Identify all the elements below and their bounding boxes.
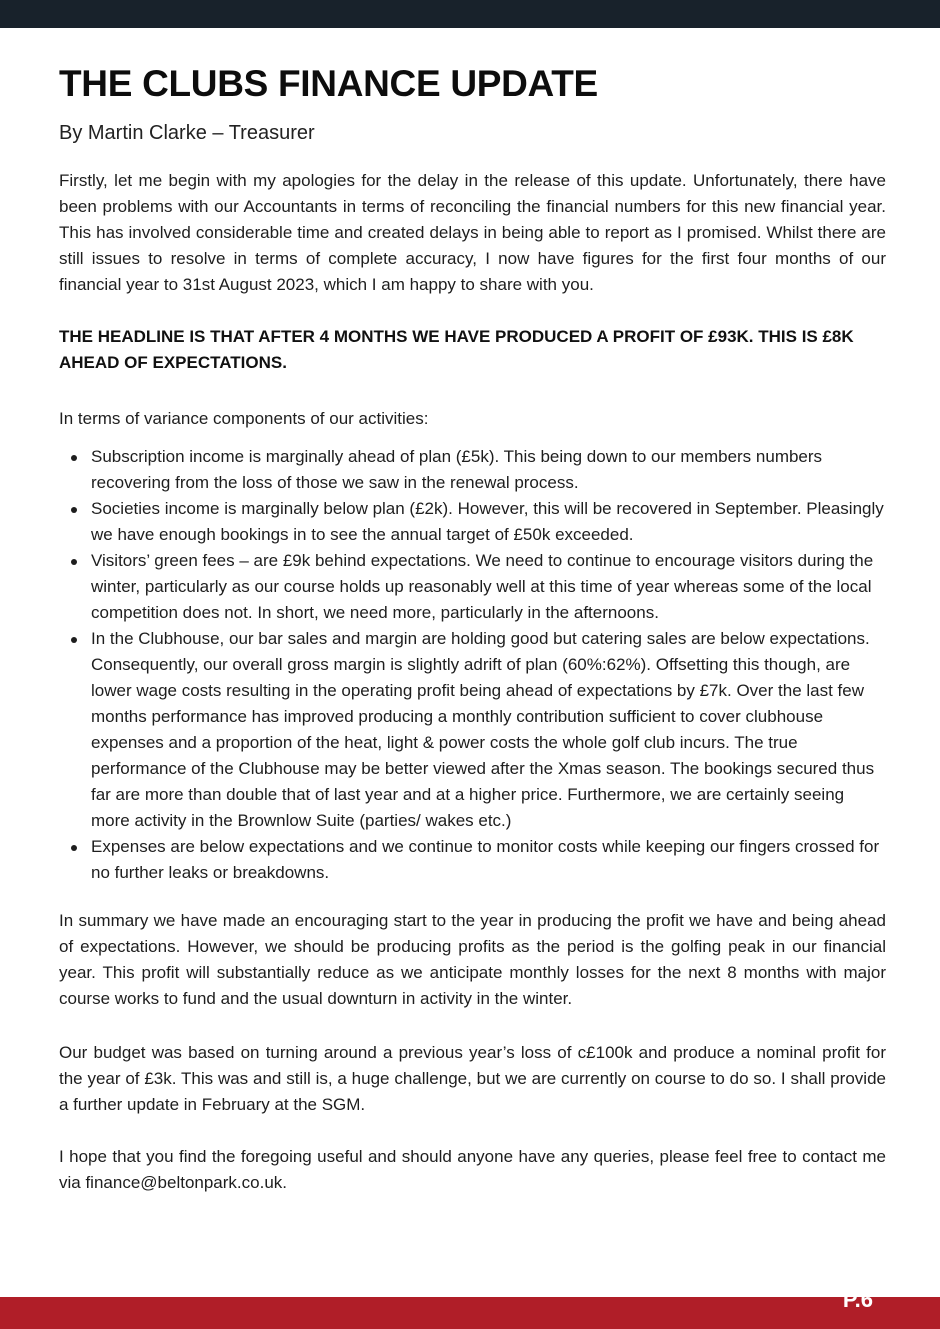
list-item: Visitors’ green fees – are £9k behind expectations. We need to continue to encourage visitors during the winter, particularly as our course holds up reasonably well at this time of year whereas some of the local competition does not. In short, we need more, particularly in the afternoons. <box>59 548 886 626</box>
intro-paragraph: Firstly, let me begin with my apologies for the delay in the release of this update. Unfortunately, there have been problems with our Accountants in terms of reconciling the financial numbers for this new financial year. This has involved considerable time and created delays in being able to report as I promised. Whilst there are still issues to resolve in terms of complete accuracy, I now have figures for the first four months of our financial year to 31st August 2023, which I am happy to share with you. <box>59 171 886 294</box>
author-byline: By Martin Clarke – Treasurer <box>59 122 315 144</box>
variance-list <box>59 444 886 886</box>
list-item: In the Clubhouse, our bar sales and margin are holding good but catering sales are below expectations. Consequently, our overall gross margin is slightly adrift of plan (60%:62%). Offsetting this though, are lower wage costs resulting in the operating profit being ahead of expectations by £7k. Over the last few months performance has improved producing a monthly contribution sufficient to cover clubhouse expenses and a proportion of the heat, light & power costs the whole golf club incurs. The true performance of the Clubhouse may be better viewed after the Xmas season. The bookings secured thus far are more than double that of last year and at a higher price. Furthermore, we are certainly seeing more activity in the Brownlow Suite (parties/ wakes etc.) <box>59 626 886 834</box>
article <box>59 62 886 1196</box>
page-number: P.6 <box>842 1287 873 1312</box>
footer-bar <box>0 1297 940 1329</box>
summary-paragraph: In summary we have made an encouraging start to the year in producing the profit we have and being ahead of expectations. However, we should be producing profits as the period is the golfing peak in our financial year. This profit will substantially reduce as we anticipate monthly losses for the next 8 months with major course works to fund and the usual downturn in activity in the winter. <box>59 911 886 1008</box>
variance-intro: In terms of variance components of our activities: <box>59 409 429 428</box>
page-title: THE CLUBS FINANCE UPDATE <box>59 63 598 104</box>
top-header-bar <box>0 0 940 28</box>
budget-paragraph: Our budget was based on turning around a previous year’s loss of c£100k and produce a nominal profit for the year of £3k. This was and still is, a huge challenge, but we are currently on course to do so. I shall provide a further update in February at the SGM. <box>59 1043 886 1114</box>
list-item: Societies income is marginally below plan (£2k). However, this will be recovered in September. Pleasingly we have enough bookings in to see the annual target of £50k exceeded. <box>59 496 886 548</box>
closing-paragraph: I hope that you find the foregoing useful and should anyone have any queries, please feel free to contact me via finance@beltonpark.co.uk. <box>59 1147 886 1192</box>
headline-statement: THE HEADLINE IS THAT AFTER 4 MONTHS WE HAVE PRODUCED A PROFIT OF £93K. THIS IS £8K AHEAD OF EXPECTATIONS. <box>59 327 854 372</box>
list-item: Subscription income is marginally ahead of plan (£5k). This being down to our members numbers recovering from the loss of those we saw in the renewal process. <box>59 444 886 496</box>
list-item: Expenses are below expectations and we continue to monitor costs while keeping our fingers crossed for no further leaks or breakdowns. <box>59 834 886 886</box>
